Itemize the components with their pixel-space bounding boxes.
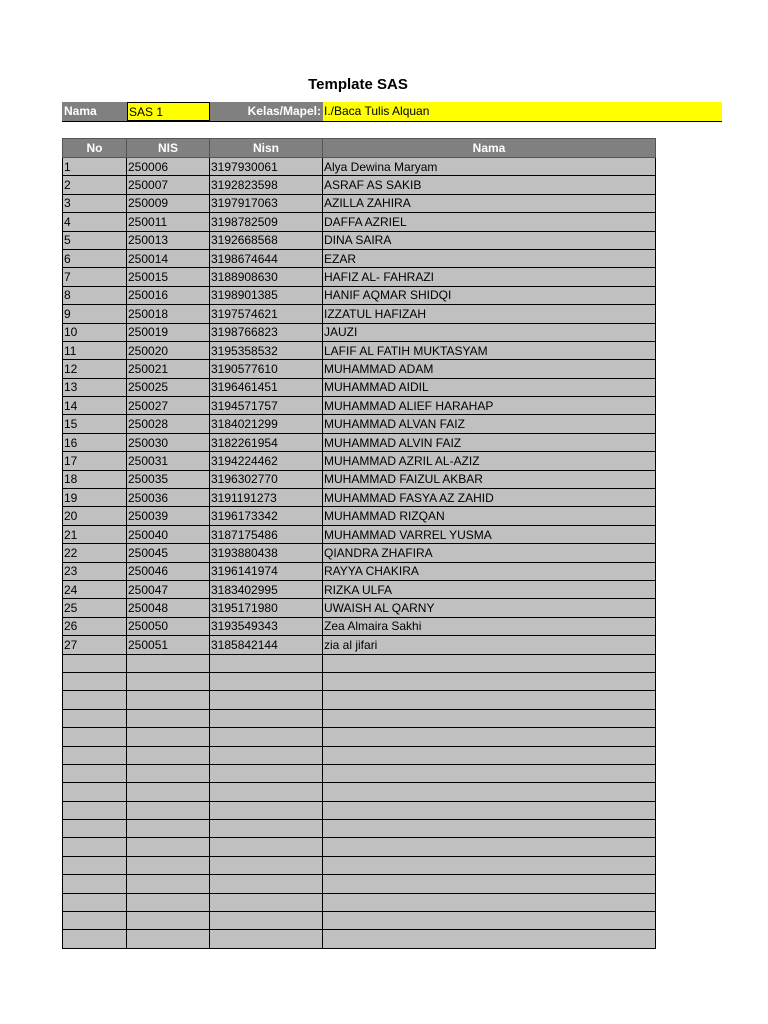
cell-nis[interactable]: 250007 [127,176,210,194]
nama-value-cell[interactable]: SAS 1 [127,102,210,121]
cell-no[interactable] [63,691,127,709]
cell-nisn[interactable]: 3193549343 [210,617,323,635]
cell-nis[interactable] [127,709,210,727]
column-header-no: No [63,139,127,158]
table-row [63,305,656,323]
table-row [63,820,656,838]
cell-nisn[interactable] [210,672,323,690]
cell-nis[interactable]: 250021 [127,360,210,378]
cell-no[interactable]: 16 [63,433,127,451]
cell-nisn[interactable]: 3197917063 [210,194,323,212]
cell-nama[interactable]: UWAISH AL QARNY [323,599,656,617]
cell-nama[interactable]: DINA SAIRA [323,231,656,249]
cell-nisn[interactable] [210,654,323,672]
cell-nis[interactable]: 250030 [127,433,210,451]
cell-nisn[interactable]: 3188908630 [210,268,323,286]
table-row [63,654,656,672]
cell-no[interactable] [63,801,127,819]
cell-nisn[interactable]: 3197574621 [210,305,323,323]
cell-no[interactable] [63,783,127,801]
cell-nis[interactable]: 250014 [127,249,210,267]
cell-nis[interactable]: 250020 [127,341,210,359]
kelas-mapel-label: Kelas/Mapel: [210,102,323,121]
table-row [63,158,656,176]
cell-nisn[interactable] [210,912,323,930]
cell-nama[interactable]: HANIF AQMAR SHIDQI [323,286,656,304]
cell-nisn[interactable] [210,930,323,948]
cell-nama[interactable] [323,709,656,727]
cell-nis[interactable]: 250045 [127,544,210,562]
cell-nis[interactable] [127,783,210,801]
table-row [63,249,656,267]
cell-nis[interactable]: 250039 [127,507,210,525]
cell-no[interactable] [63,709,127,727]
cell-nisn[interactable]: 3192823598 [210,176,323,194]
info-header-row [62,102,722,122]
cell-nis[interactable] [127,893,210,911]
cell-nisn[interactable]: 3198901385 [210,286,323,304]
cell-nama[interactable]: Alya Dewina Maryam [323,158,656,176]
cell-nisn[interactable] [210,709,323,727]
cell-nama[interactable]: MUHAMMAD AIDIL [323,378,656,396]
cell-nis[interactable] [127,930,210,948]
cell-no[interactable] [63,930,127,948]
cell-nisn[interactable]: 3194571757 [210,397,323,415]
cell-no[interactable]: 15 [63,415,127,433]
student-table [62,138,656,949]
cell-no[interactable] [63,746,127,764]
table-body [63,158,656,949]
table-row [63,764,656,782]
cell-nama[interactable]: EZAR [323,249,656,267]
cell-nama[interactable] [323,838,656,856]
table-row [63,709,656,727]
table-row [63,838,656,856]
table-row [63,746,656,764]
cell-no[interactable]: 12 [63,360,127,378]
cell-nama[interactable]: AZILLA ZAHIRA [323,194,656,212]
cell-no[interactable]: 8 [63,286,127,304]
table-row [63,617,656,635]
cell-no[interactable] [63,856,127,874]
cell-nama[interactable] [323,856,656,874]
cell-nisn[interactable] [210,856,323,874]
table-row [63,893,656,911]
cell-nisn[interactable] [210,820,323,838]
table-row [63,397,656,415]
cell-no[interactable]: 13 [63,378,127,396]
table-row [63,599,656,617]
cell-nama[interactable]: HAFIZ AL- FAHRAZI [323,268,656,286]
cell-nisn[interactable] [210,893,323,911]
cell-nama[interactable] [323,691,656,709]
cell-no[interactable] [63,728,127,746]
cell-nis[interactable]: 250046 [127,562,210,580]
cell-nis[interactable] [127,746,210,764]
cell-nisn[interactable] [210,764,323,782]
nama-label: Nama [62,102,127,121]
cell-nisn[interactable]: 3195358532 [210,341,323,359]
cell-nama[interactable] [323,875,656,893]
cell-nama[interactable]: MUHAMMAD FAIZUL AKBAR [323,470,656,488]
cell-nis[interactable]: 250035 [127,470,210,488]
cell-nisn[interactable]: 3183402995 [210,580,323,598]
cell-nisn[interactable] [210,801,323,819]
cell-nis[interactable]: 250028 [127,415,210,433]
table-row [63,875,656,893]
cell-nama[interactable]: MUHAMMAD FASYA AZ ZAHID [323,489,656,507]
table-row [63,213,656,231]
table-row [63,268,656,286]
cell-nis[interactable]: 250009 [127,194,210,212]
cell-nisn[interactable] [210,783,323,801]
cell-nis[interactable] [127,856,210,874]
cell-nama[interactable] [323,912,656,930]
cell-nama[interactable] [323,801,656,819]
page-title: Template SAS [308,76,408,93]
cell-no[interactable]: 20 [63,507,127,525]
table-row [63,415,656,433]
cell-nis[interactable]: 250051 [127,636,210,654]
cell-nis[interactable]: 250025 [127,378,210,396]
table-row [63,912,656,930]
cell-no[interactable] [63,672,127,690]
cell-nisn[interactable]: 3192668568 [210,231,323,249]
cell-no[interactable] [63,654,127,672]
cell-nis[interactable]: 250018 [127,305,210,323]
cell-no[interactable]: 9 [63,305,127,323]
table-row [63,562,656,580]
cell-nisn[interactable] [210,746,323,764]
table-row [63,176,656,194]
cell-nama[interactable]: JAUZI [323,323,656,341]
cell-nis[interactable] [127,838,210,856]
cell-no[interactable]: 18 [63,470,127,488]
cell-no[interactable]: 5 [63,231,127,249]
table-header-row [63,139,656,158]
cell-no[interactable]: 27 [63,636,127,654]
cell-nama[interactable]: zia al jifari [323,636,656,654]
cell-nis[interactable]: 250013 [127,231,210,249]
table-row [63,636,656,654]
table-row [63,360,656,378]
cell-nisn[interactable]: 3182261954 [210,433,323,451]
cell-nama[interactable]: MUHAMMAD ALVIN FAIZ [323,433,656,451]
cell-nama[interactable]: MUHAMMAD AZRIL AL-AZIZ [323,452,656,470]
table-row [63,286,656,304]
cell-no[interactable]: 1 [63,158,127,176]
cell-nis[interactable]: 250019 [127,323,210,341]
cell-no[interactable]: 21 [63,525,127,543]
cell-no[interactable]: 19 [63,489,127,507]
cell-no[interactable]: 25 [63,599,127,617]
cell-nisn[interactable]: 3196302770 [210,470,323,488]
cell-nama[interactable]: RIZKA ULFA [323,580,656,598]
cell-nis[interactable]: 250027 [127,397,210,415]
table-row [63,856,656,874]
table-row [63,580,656,598]
table-row [63,801,656,819]
cell-no[interactable] [63,838,127,856]
cell-nama[interactable]: LAFIF AL FATIH MUKTASYAM [323,341,656,359]
cell-nisn[interactable] [210,728,323,746]
cell-nama[interactable]: MUHAMMAD VARREL YUSMA [323,525,656,543]
cell-nisn[interactable]: 3198766823 [210,323,323,341]
cell-nama[interactable] [323,672,656,690]
cell-nama[interactable]: RAYYA CHAKIRA [323,562,656,580]
cell-nis[interactable]: 250006 [127,158,210,176]
cell-nis[interactable] [127,654,210,672]
table-row [63,691,656,709]
cell-nama[interactable]: Zea Almaira Sakhi [323,617,656,635]
cell-nis[interactable]: 250015 [127,268,210,286]
cell-nis[interactable]: 250040 [127,525,210,543]
cell-nama[interactable] [323,654,656,672]
cell-no[interactable] [63,875,127,893]
cell-nama[interactable] [323,728,656,746]
table-row [63,525,656,543]
cell-no[interactable]: 3 [63,194,127,212]
cell-nama[interactable]: IZZATUL HAFIZAH [323,305,656,323]
cell-nisn[interactable]: 3193880438 [210,544,323,562]
cell-nama[interactable] [323,783,656,801]
cell-nis[interactable]: 250047 [127,580,210,598]
column-header-nis: NIS [127,139,210,158]
cell-nisn[interactable]: 3184021299 [210,415,323,433]
column-header-nama: Nama [323,139,656,158]
table-row [63,544,656,562]
table-row [63,323,656,341]
cell-nis[interactable] [127,801,210,819]
cell-no[interactable] [63,764,127,782]
cell-no[interactable]: 11 [63,341,127,359]
table-row [63,728,656,746]
cell-nisn[interactable]: 3195171980 [210,599,323,617]
cell-nis[interactable]: 250011 [127,213,210,231]
table-row [63,930,656,948]
table-row [63,470,656,488]
cell-nis[interactable] [127,875,210,893]
cell-nisn[interactable]: 3194224462 [210,452,323,470]
table-row [63,672,656,690]
cell-nama[interactable]: MUHAMMAD ALIEF HARAHAP [323,397,656,415]
cell-nis[interactable] [127,912,210,930]
cell-no[interactable]: 14 [63,397,127,415]
cell-nisn[interactable]: 3198782509 [210,213,323,231]
cell-nisn[interactable]: 3190577610 [210,360,323,378]
cell-nisn[interactable]: 3198674644 [210,249,323,267]
cell-nama[interactable] [323,930,656,948]
cell-nisn[interactable] [210,691,323,709]
cell-nis[interactable]: 250050 [127,617,210,635]
column-header-nisn: Nisn [210,139,323,158]
cell-nis[interactable] [127,820,210,838]
table-row [63,231,656,249]
cell-nisn[interactable] [210,838,323,856]
cell-nama[interactable]: ASRAF AS SAKIB [323,176,656,194]
cell-nama[interactable]: QIANDRA ZHAFIRA [323,544,656,562]
cell-nisn[interactable]: 3196461451 [210,378,323,396]
cell-nis[interactable] [127,672,210,690]
cell-no[interactable]: 24 [63,580,127,598]
cell-nisn[interactable]: 3191191273 [210,489,323,507]
cell-no[interactable] [63,820,127,838]
cell-nis[interactable]: 250036 [127,489,210,507]
cell-nis[interactable] [127,728,210,746]
cell-nama[interactable] [323,893,656,911]
cell-nama[interactable] [323,820,656,838]
table-row [63,783,656,801]
cell-nama[interactable] [323,746,656,764]
cell-no[interactable]: 4 [63,213,127,231]
cell-nisn[interactable]: 3196173342 [210,507,323,525]
cell-nama[interactable]: MUHAMMAD ALVAN FAIZ [323,415,656,433]
cell-no[interactable]: 6 [63,249,127,267]
cell-nama[interactable]: MUHAMMAD ADAM [323,360,656,378]
cell-nis[interactable]: 250048 [127,599,210,617]
cell-nisn[interactable] [210,875,323,893]
cell-nama[interactable]: MUHAMMAD RIZQAN [323,507,656,525]
cell-no[interactable] [63,893,127,911]
cell-no[interactable]: 2 [63,176,127,194]
cell-nis[interactable] [127,691,210,709]
cell-no[interactable]: 26 [63,617,127,635]
cell-no[interactable]: 23 [63,562,127,580]
table-row [63,452,656,470]
cell-nisn[interactable]: 3196141974 [210,562,323,580]
table-row [63,489,656,507]
cell-nis[interactable]: 250016 [127,286,210,304]
cell-nis[interactable]: 250031 [127,452,210,470]
cell-no[interactable] [63,912,127,930]
kelas-mapel-value-cell[interactable]: I./Baca Tulis Alquan [323,102,722,121]
cell-nisn[interactable]: 3185842144 [210,636,323,654]
table-row [63,433,656,451]
table-row [63,507,656,525]
cell-no[interactable]: 22 [63,544,127,562]
cell-no[interactable]: 17 [63,452,127,470]
table-row [63,341,656,359]
cell-nama[interactable] [323,764,656,782]
cell-no[interactable]: 7 [63,268,127,286]
cell-no[interactable]: 10 [63,323,127,341]
cell-nisn[interactable]: 3197930061 [210,158,323,176]
cell-nis[interactable] [127,764,210,782]
table-row [63,378,656,396]
cell-nama[interactable]: DAFFA AZRIEL [323,213,656,231]
cell-nisn[interactable]: 3187175486 [210,525,323,543]
table-row [63,194,656,212]
